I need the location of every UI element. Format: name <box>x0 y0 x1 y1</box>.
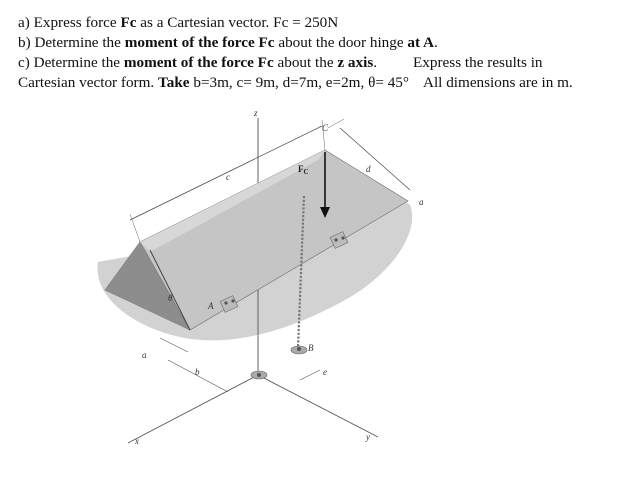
x-axis <box>128 375 258 443</box>
label-d: d <box>366 164 371 174</box>
label-z: z <box>254 108 258 118</box>
part-a: a) Express force Fc as a Cartesian vector. Fc = 250N <box>18 14 339 31</box>
label-a-hinge: A <box>208 301 214 311</box>
dim-a-line <box>160 338 188 352</box>
dim-e-line <box>300 370 320 380</box>
label-force: $F_C$ <box>298 164 309 176</box>
label-a-right: a <box>419 197 424 207</box>
part-c: c) Determine the moment of the force Fc about the z axis. Express the results in <box>18 54 543 71</box>
label-b-anchor: B <box>308 343 314 353</box>
label-y: y <box>366 432 370 442</box>
label-c-dim: c <box>226 172 230 182</box>
part-d: Cartesian vector form. Take b=3m, c= 9m, d=7m, e=2m, θ= 45° All dimensions are in m. <box>18 74 573 91</box>
label-x: x <box>135 436 139 446</box>
part-b: b) Determine the moment of the force Fc about the door hinge at A. <box>18 34 438 51</box>
label-a-left: a <box>142 350 147 360</box>
label-c-top: C <box>322 123 329 133</box>
label-e: e <box>323 367 327 377</box>
anchor-b <box>291 346 307 354</box>
y-axis <box>258 375 378 437</box>
label-theta: θ <box>168 293 173 303</box>
origin-marker <box>251 371 267 379</box>
label-b: b <box>195 367 200 377</box>
